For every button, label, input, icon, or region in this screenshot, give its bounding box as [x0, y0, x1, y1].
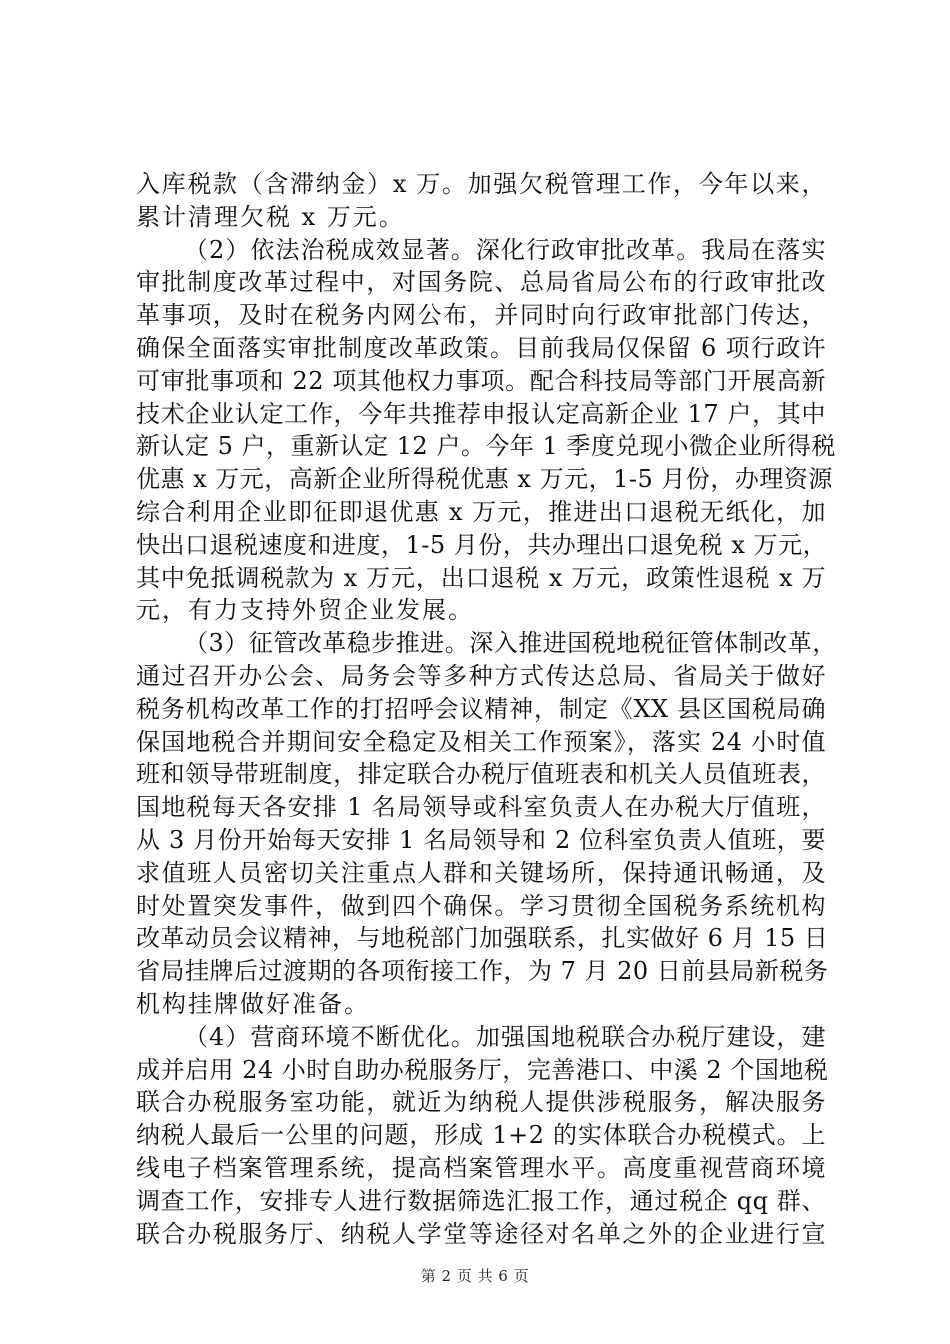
- text-line: 调查工作，安排专人进行数据筛选汇报工作，通过税企 qq 群、: [136, 1186, 826, 1215]
- text-line: 成并启用 24 小时自助办税服务厅，完善港口、中溪 2 个国地税: [136, 1055, 829, 1084]
- text-line: 改革动员会议精神，与地税部门加强联系，扎实做好 6 月 15 日: [136, 924, 829, 953]
- page-footer: 第 2 页 共 6 页: [420, 1267, 530, 1285]
- text-line: 确保全面落实审批制度改革政策。目前我局仅保留 6 项行政许: [136, 333, 826, 362]
- text-line: 优惠 x 万元，高新企业所得税优惠 x 万元，1-5 月份，办理资源: [136, 465, 833, 494]
- text-line: 联合办税服务厅、纳税人学堂等途径对名单之外的企业进行宣: [136, 1219, 826, 1248]
- text-line: 快出口退税速度和进度，1-5 月份，共办理出口退免税 x 万元，: [136, 530, 828, 559]
- paragraph-start-line: （3）征管改革稳步推进。深入推进国税地税征管体制改革，: [184, 629, 837, 658]
- text-line: 从 3 月份开始每天安排 1 名局领导和 2 位科室负责人值班，要: [136, 825, 826, 854]
- text-line: 革事项，及时在税务内网公布，并同时向行政审批部门传达，: [136, 301, 826, 330]
- text-line: 技术企业认定工作，今年共推荐申报认定高新企业 17 户，其中: [136, 399, 826, 428]
- text-line: 保国地税合并期间安全稳定及相关工作预案》，落实 24 小时值: [136, 727, 826, 756]
- text-line: 机构挂牌做好准备。: [136, 989, 370, 1018]
- text-line: 省局挂牌后过渡期的各项衔接工作，为 7 月 20 日前县局新税务: [136, 957, 829, 986]
- paragraph-start-line: （4）营商环境不断优化。加强国地税联合办税厅建设，建: [184, 1022, 826, 1051]
- text-line: 纳税人最后一公里的问题，形成 1+2 的实体联合办税模式。上: [136, 1121, 826, 1150]
- text-line: 时处置突发事件，做到四个确保。学习贯彻全国税务系统机构: [136, 891, 826, 920]
- text-line: 新认定 5 户，重新认定 12 户。今年 1 季度兑现小微企业所得税: [136, 432, 836, 461]
- text-line: 可审批事项和 22 项其他权力事项。配合科技局等部门开展高新: [136, 366, 826, 395]
- text-line: 综合利用企业即征即退优惠 x 万元，推进出口退税无纸化，加: [136, 497, 826, 526]
- text-line: 联合办税服务室功能，就近为纳税人提供涉税服务，解决服务: [136, 1088, 826, 1117]
- text-line: 通过召开办公会、局务会等多种方式传达总局、省局关于做好: [136, 661, 826, 690]
- body-text: [136, 168, 837, 1250]
- paragraph-start-line: （2）依法治税成效显著。深化行政审批改革。我局在落实: [184, 235, 826, 264]
- text-line: 班和领导带班制度，排定联合办税厅值班表和机关人员值班表，: [136, 760, 826, 789]
- text-line: 求值班人员密切关注重点人群和关键场所，保持通讯畅通，及: [136, 858, 826, 887]
- text-line: 入库税款（含滞纳金）x 万。加强欠税管理工作，今年以来，: [136, 170, 826, 198]
- text-line: 累计清理欠税 x 万元。: [136, 202, 405, 231]
- text-line: 线电子档案管理系统，提高档案管理水平。高度重视营商环境: [136, 1153, 826, 1182]
- text-line: 审批制度改革过程中，对国务院、总局省局公布的行政审批改: [136, 268, 826, 297]
- text-line: 元，有力支持外贸企业发展。: [136, 596, 474, 625]
- text-line: 税务机构改革工作的打招呼会议精神，制定《XX 县区国税局确: [136, 694, 826, 723]
- text-line: 国地税每天各安排 1 名局领导或科室负责人在办税大厅值班，: [136, 793, 826, 822]
- text-line: 其中免抵调税款为 x 万元，出口退税 x 万元，政策性退税 x 万: [136, 563, 826, 592]
